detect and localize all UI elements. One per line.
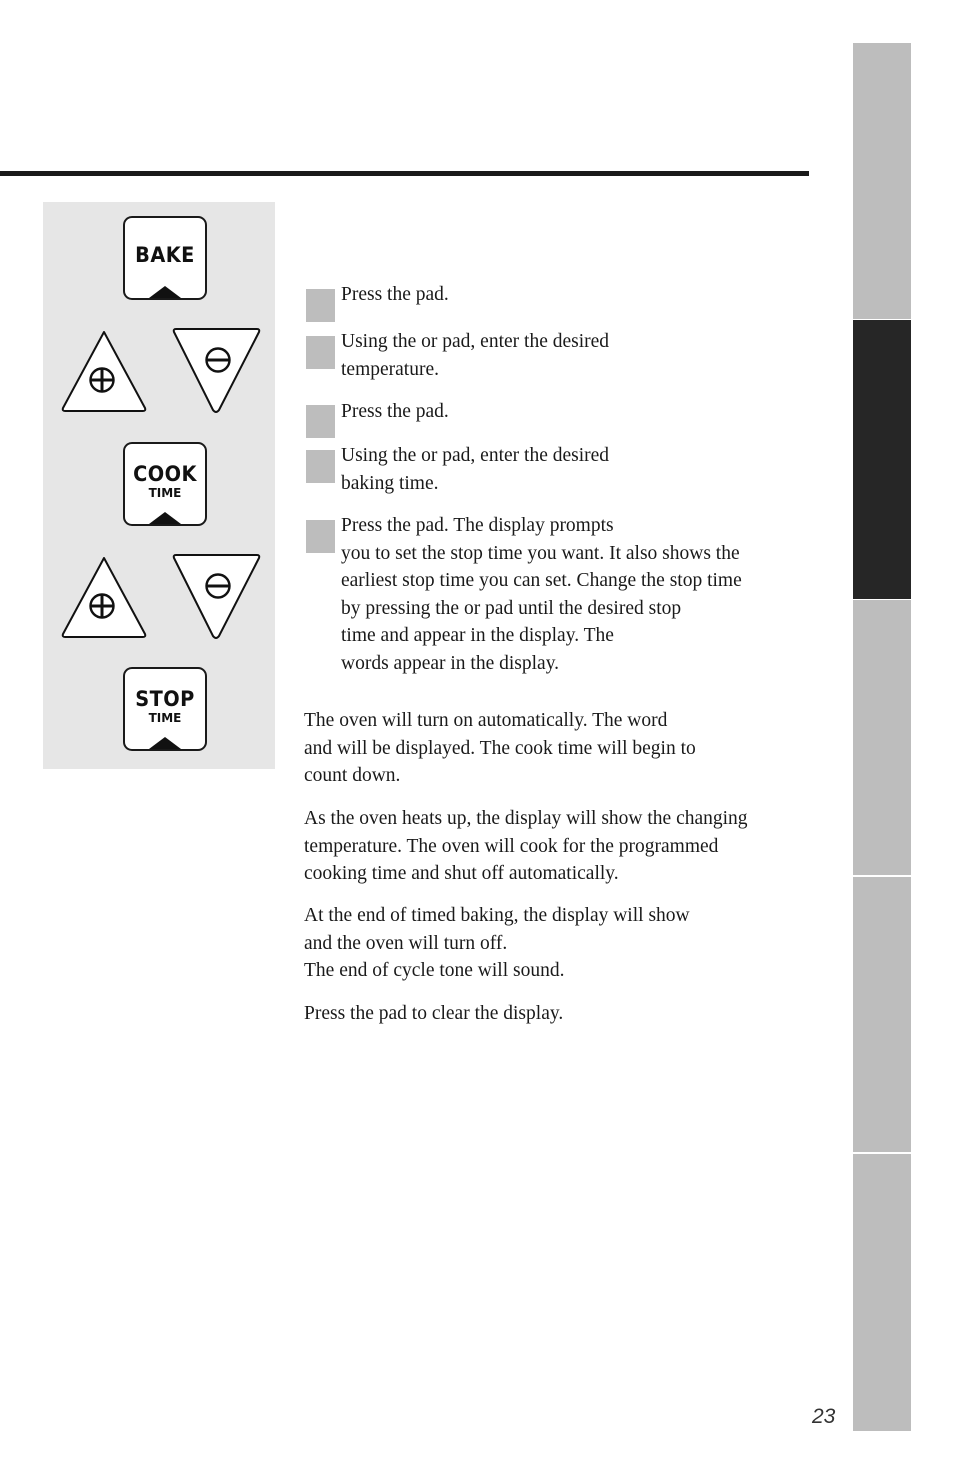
section-tab-4 xyxy=(853,877,911,1152)
bake-pad-label: BAKE xyxy=(135,243,195,267)
cook-time-pad xyxy=(123,442,207,526)
plus-pad-icon xyxy=(59,554,149,640)
step-4-text: Using the or pad, enter the desired baking time. xyxy=(341,445,610,494)
section-tab-3 xyxy=(853,600,911,875)
paragraph-end-of-baking: At the end of timed baking, the display will show and the oven will turn off. The end of cycle tone will sound. xyxy=(304,905,690,981)
cook-time-pad-label: COOK xyxy=(133,462,197,486)
minus-pad-icon xyxy=(171,326,261,414)
paragraph-clear-display: Press the pad to clear the display. xyxy=(304,1003,564,1024)
pad-indicator-icon xyxy=(149,286,181,298)
stop-time-pad-label: STOP xyxy=(135,687,195,711)
paragraph-heats-up: As the oven heats up, the display will show the changing temperature. The oven will cook for the programmed cooking time and shut off automatically. xyxy=(304,808,748,884)
pad-indicator-icon xyxy=(149,737,181,749)
section-tab-5 xyxy=(853,1154,911,1431)
pad-indicator-icon xyxy=(149,512,181,524)
step-3-text: Press the pad. xyxy=(341,401,449,422)
bake-pad xyxy=(123,216,207,300)
step-1-text: Press the pad. xyxy=(341,284,449,305)
header-rule xyxy=(0,171,809,176)
control-pad-illustration xyxy=(43,202,275,769)
step-marker-4 xyxy=(306,450,335,483)
section-tab-1 xyxy=(853,43,911,319)
step-marker-1 xyxy=(306,289,335,322)
page-number: 23 xyxy=(812,1405,836,1428)
step-marker-5 xyxy=(306,520,335,553)
step-marker-2 xyxy=(306,336,335,369)
step-2-text: Using the or pad, enter the desired temperature. xyxy=(341,331,610,380)
step-5-text: Press the pad. The display prompts you to set the stop time you want. It also shows the earliest stop time you can set. Change the stop time by pressing the or pad until the desired stop time and appear in the display. The words appear in the display. xyxy=(341,515,742,674)
stop-time-pad-sublabel: TIME xyxy=(148,711,182,725)
cook-time-pad-sublabel: TIME xyxy=(148,486,182,500)
paragraph-auto-on: The oven will turn on automatically. The word and will be displayed. The cook time will begin to count down. xyxy=(304,710,696,786)
minus-pad-icon xyxy=(171,552,261,640)
stop-time-pad xyxy=(123,667,207,751)
plus-pad-icon xyxy=(59,328,149,414)
section-tab-active xyxy=(853,320,911,599)
step-marker-3 xyxy=(306,405,335,438)
